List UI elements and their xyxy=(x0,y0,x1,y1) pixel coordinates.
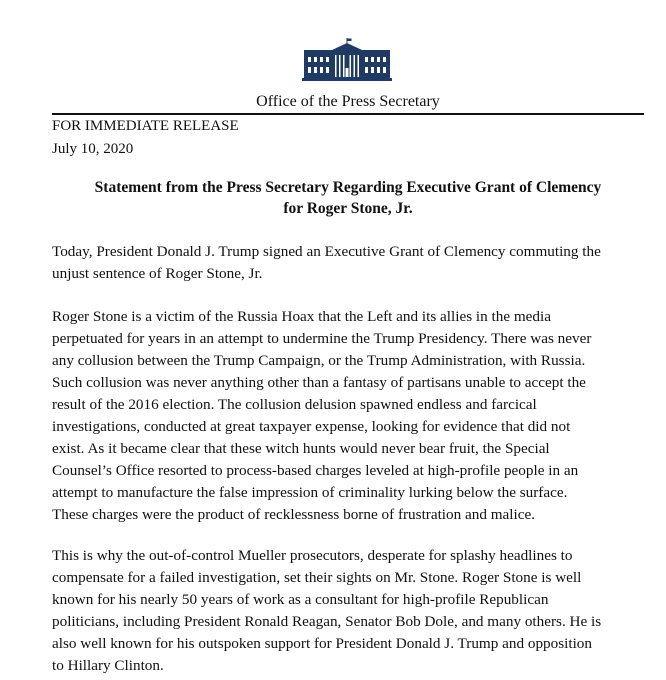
paragraph-line: unjust sentence of Roger Stone, Jr. xyxy=(52,265,263,282)
paragraph-line: known for his nearly 50 years of work as a consultant for high-profile Republican xyxy=(52,591,549,608)
paragraph-line: also well known for his outspoken support for President Donald J. Trump and opposition xyxy=(52,635,592,652)
white-house-logo xyxy=(302,38,392,82)
paragraph-line: These charges were the product of recklessness borne of frustration and malice. xyxy=(52,506,536,523)
paragraph-line: any collusion between the Trump Campaign, or the Trump Administration, with Russia. xyxy=(52,352,586,369)
release-date: July 10, 2020 xyxy=(52,141,134,157)
paragraph-line: exist. As it became clear that these witch hunts would never bear fruit, the Special xyxy=(52,440,550,457)
paragraph-line: Roger Stone is a victim of the Russia Hoax that the Left and its allies in the media xyxy=(52,308,551,325)
header-divider xyxy=(52,113,644,115)
paragraph-line: Such collusion was never anything other than a fantasy of partisans unable to accept the xyxy=(52,374,586,391)
paragraph-line: Today, President Donald J. Trump signed an Executive Grant of Clemency commuting the xyxy=(52,243,601,260)
paragraph-line: politicians, including President Ronald Reagan, Senator Bob Dole, and many others. He is xyxy=(52,613,602,630)
body-paragraph xyxy=(52,306,652,526)
body-paragraph xyxy=(52,545,652,677)
paragraph-line: perpetuated for years in an attempt to undermine the Trump Presidency. There was never xyxy=(52,330,592,347)
office-heading: Office of the Press Secretary xyxy=(256,93,440,110)
paragraph-line: Counsel’s Office resorted to process-based charges leveled at high-profile people in an xyxy=(52,462,579,479)
paragraph-line: This is why the out-of-control Mueller prosecutors, desperate for splashy headlines to xyxy=(52,547,573,564)
statement-title-line: for Roger Stone, Jr. xyxy=(283,200,413,217)
paragraph-line: result of the 2016 election. The collusion delusion spawned endless and farcical xyxy=(52,396,537,413)
paragraph-line: investigations, conducted at great taxpayer expense, looking for evidence that did not xyxy=(52,418,571,435)
paragraph-line: compensate for a failed investigation, set their sights on Mr. Stone. Roger Stone is well xyxy=(52,569,582,586)
paragraph-line: attempt to manufacture the false impression of criminality lurking below the surface. xyxy=(52,484,568,501)
release-label: FOR IMMEDIATE RELEASE xyxy=(52,118,239,134)
paragraph-line: to Hillary Clinton. xyxy=(52,657,164,674)
statement-title-line: Statement from the Press Secretary Regarding Executive Grant of Clemency xyxy=(94,179,602,196)
body-paragraph xyxy=(52,241,652,285)
statement-title xyxy=(52,177,644,219)
